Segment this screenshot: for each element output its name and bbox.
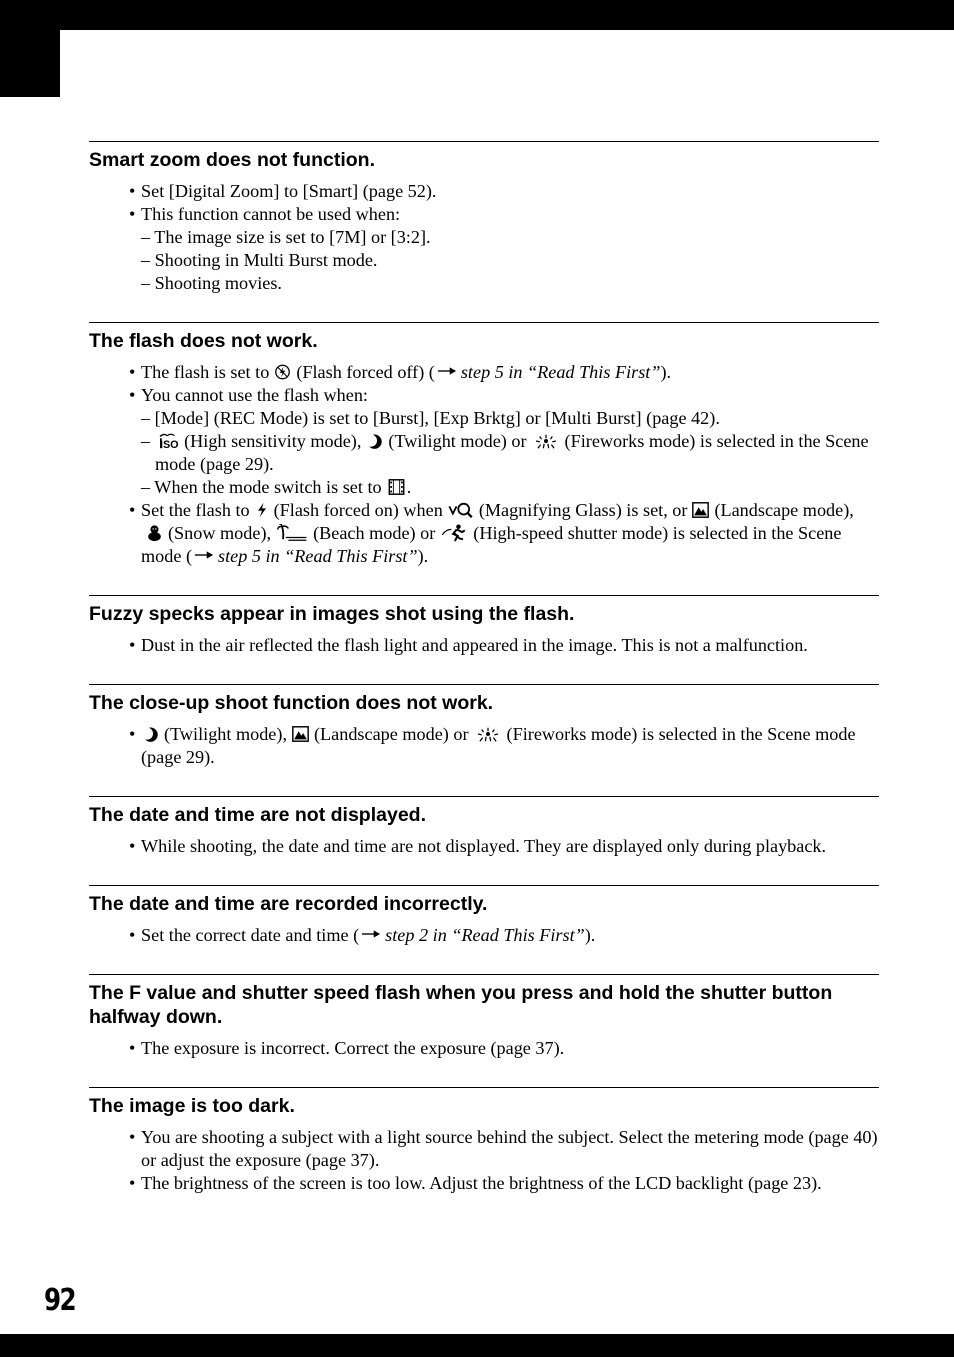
arrow-right-icon <box>437 365 457 377</box>
text-segment: (Beach mode) or <box>313 523 436 543</box>
text-segment: (High sensitivity mode), <box>184 431 362 451</box>
section-heading: Smart zoom does not function. <box>89 149 375 171</box>
list-item: • The exposure is incorrect. Correct the exposure (page 37). <box>129 1037 879 1060</box>
text-segment: (High-speed shutter mode) is selected in the Scene mode ( <box>141 523 842 566</box>
step-reference: step 5 in “Read This First” <box>218 546 418 566</box>
section-image-too-dark <box>89 1087 879 1195</box>
text-segment: Set the flash to <box>141 500 250 520</box>
step-reference: step 5 in “Read This First” <box>460 362 661 382</box>
list-subitem: – [Mode] (REC Mode) is set to [Burst], [Exp Brktg] or [Multi Burst] (page 42). <box>141 408 720 428</box>
beach-icon <box>275 524 309 542</box>
text-segment: (Magnifying Glass) is set, or <box>478 500 688 520</box>
section-smart-zoom <box>89 141 879 295</box>
list-item: • You cannot use the flash when: <box>129 384 879 407</box>
fireworks-icon <box>531 432 561 450</box>
text-segment: ). <box>584 925 596 945</box>
list-subitem: – Shooting movies. <box>141 273 282 293</box>
flash-forced-on-icon <box>254 501 270 519</box>
text-segment: (Flash forced on) when <box>273 500 443 520</box>
section-heading: The flash does not work. <box>89 330 318 352</box>
list-item: • The brightness of the screen is too low. Adjust the brightness of the LCD backlight (page 23). <box>129 1172 879 1195</box>
landscape-icon <box>291 725 310 743</box>
section-heading: The image is too dark. <box>89 1095 295 1117</box>
top-corner-tab <box>0 30 60 97</box>
text-segment: . <box>406 477 412 497</box>
section-date-not-displayed <box>89 796 879 858</box>
text-segment: ). <box>660 362 672 382</box>
list-item: • Dust in the air reflected the flash light and appeared in the image. This is not a malfunction. <box>129 634 879 657</box>
text-segment: (Twilight mode), <box>164 724 287 744</box>
twilight-moon-icon <box>141 725 160 743</box>
top-black-bar <box>0 0 954 30</box>
twilight-moon-icon <box>365 432 384 450</box>
high-sensitivity-iso-icon <box>158 432 180 450</box>
text-segment: – <box>141 431 151 451</box>
movie-mode-icon <box>387 478 406 496</box>
text-segment: The flash is set to <box>141 362 270 382</box>
section-heading: Fuzzy specks appear in images shot using the flash. <box>89 603 575 625</box>
section-heading: The date and time are recorded incorrectly. <box>89 893 488 915</box>
troubleshooting-content <box>89 141 879 1195</box>
section-heading: The date and time are not displayed. <box>89 804 426 826</box>
text-segment: ). <box>417 546 429 566</box>
high-speed-shutter-icon <box>439 524 469 542</box>
list-item: • Set [Digital Zoom] to [Smart] (page 52). <box>129 180 879 203</box>
list-item <box>129 723 879 769</box>
text-segment: (Landscape mode) or <box>314 724 469 744</box>
section-heading: The close-up shoot function does not work. <box>89 692 494 714</box>
section-fuzzy-specks <box>89 595 879 657</box>
list-item: • While shooting, the date and time are not displayed. They are displayed only during playback. <box>129 835 879 858</box>
list-subitem: – The image size is set to [7M] or [3:2]. <box>141 227 431 247</box>
text-segment: (Landscape mode), <box>714 500 854 520</box>
landscape-icon <box>691 501 710 519</box>
bottom-black-bar <box>0 1334 954 1357</box>
text-segment: (Fireworks mode) is selected in the Scene mode (page 29). <box>141 724 856 767</box>
arrow-right-icon <box>194 549 214 561</box>
text-segment: Set the correct date and time ( <box>141 925 360 945</box>
flash-forced-off-icon <box>273 363 292 381</box>
list-subitem <box>129 476 879 499</box>
section-flash <box>89 322 879 568</box>
list-subitem: – Shooting in Multi Burst mode. <box>141 250 378 270</box>
text-segment: (Twilight mode) or <box>388 431 527 451</box>
section-close-up <box>89 684 879 769</box>
list-item <box>129 361 879 384</box>
page-number: 92 <box>44 1283 75 1318</box>
magnifying-glass-icon <box>447 501 475 519</box>
text-segment: (Fireworks mode) is selected in the Scene mode (page 29). <box>155 431 869 474</box>
fireworks-icon <box>473 725 503 743</box>
arrow-right-icon <box>361 928 381 940</box>
section-date-incorrect <box>89 885 879 947</box>
snow-icon <box>145 524 164 542</box>
text-segment: – When the mode switch is set to <box>141 477 382 497</box>
list-subitem <box>129 430 879 476</box>
list-item <box>129 499 879 568</box>
list-item <box>129 924 879 947</box>
text-segment: (Snow mode), <box>168 523 272 543</box>
section-f-value-flash <box>89 974 879 1060</box>
list-item: • This function cannot be used when: <box>129 203 879 226</box>
list-item: • You are shooting a subject with a light source behind the subject. Select the metering mode (page 40) or adjust the exposure (page 37). <box>129 1126 879 1172</box>
text-segment: (Flash forced off) ( <box>296 362 435 382</box>
step-reference: step 2 in “Read This First” <box>385 925 585 945</box>
section-heading: The F value and shutter speed flash when you press and hold the shutter button halfway down. <box>89 982 833 1028</box>
